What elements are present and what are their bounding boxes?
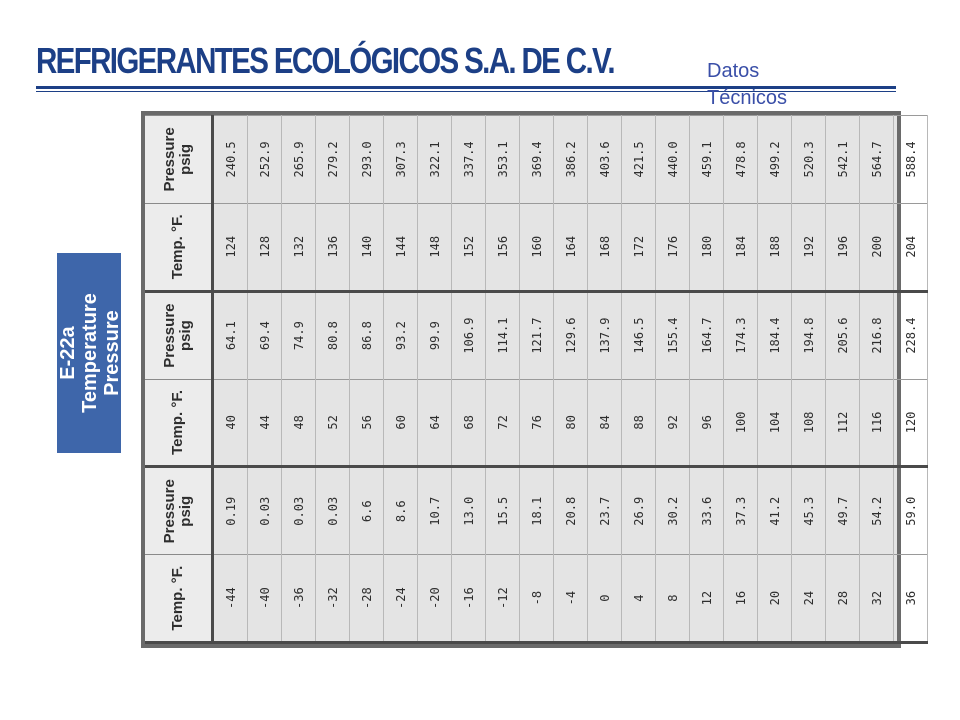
temperature-cell: 140 bbox=[350, 203, 384, 291]
pressure-cell: 216.8 bbox=[860, 291, 894, 379]
table-row bbox=[860, 116, 894, 643]
table-row bbox=[792, 116, 826, 643]
side-label-text bbox=[57, 253, 123, 453]
table-row bbox=[656, 116, 690, 643]
pressure-cell: 10.7 bbox=[418, 467, 452, 555]
header-pressure-1 bbox=[145, 467, 213, 555]
temperature-cell: 168 bbox=[588, 203, 622, 291]
temperature-cell: -28 bbox=[350, 555, 384, 643]
table-row bbox=[554, 116, 588, 643]
temperature-cell: 64 bbox=[418, 379, 452, 467]
temperature-cell: 48 bbox=[282, 379, 316, 467]
table-row bbox=[894, 116, 928, 643]
pressure-cell: 205.6 bbox=[826, 291, 860, 379]
pressure-cell: 0.19 bbox=[213, 467, 248, 555]
temperature-cell: 188 bbox=[758, 203, 792, 291]
temperature-cell: 16 bbox=[724, 555, 758, 643]
pressure-cell: 459.1 bbox=[690, 116, 724, 204]
pressure-table-scan bbox=[141, 111, 918, 648]
header-pressure-label: Pressure bbox=[161, 127, 178, 192]
pressure-cell: 30.2 bbox=[656, 467, 690, 555]
pressure-cell: 174.3 bbox=[724, 291, 758, 379]
temperature-cell: 100 bbox=[724, 379, 758, 467]
header-temp-3: Temp. °F. bbox=[145, 203, 213, 291]
temperature-cell: 108 bbox=[792, 379, 826, 467]
temperature-cell: 156 bbox=[486, 203, 520, 291]
table-row bbox=[520, 116, 554, 643]
pressure-cell: 80.8 bbox=[316, 291, 350, 379]
pressure-cell: 386.2 bbox=[554, 116, 588, 204]
pressure-cell: 64.1 bbox=[213, 291, 248, 379]
pressure-cell: 322.1 bbox=[418, 116, 452, 204]
header-temp-2: Temp. °F. bbox=[145, 379, 213, 467]
table-row bbox=[418, 116, 452, 643]
pressure-cell: 41.2 bbox=[758, 467, 792, 555]
pressure-cell: 129.6 bbox=[554, 291, 588, 379]
pressure-cell: 194.8 bbox=[792, 291, 826, 379]
temperature-cell: 80 bbox=[554, 379, 588, 467]
pressure-cell: 121.7 bbox=[520, 291, 554, 379]
pressure-cell: 307.3 bbox=[384, 116, 418, 204]
temperature-cell: 84 bbox=[588, 379, 622, 467]
temperature-cell: -32 bbox=[316, 555, 350, 643]
pressure-cell: 146.5 bbox=[622, 291, 656, 379]
temperature-cell: 36 bbox=[894, 555, 928, 643]
pressure-cell: 26.9 bbox=[622, 467, 656, 555]
header-pressure-unit: psig bbox=[177, 144, 194, 175]
table-row bbox=[588, 116, 622, 643]
temperature-cell: 52 bbox=[316, 379, 350, 467]
pressure-cell: 184.4 bbox=[758, 291, 792, 379]
temperature-cell: 12 bbox=[690, 555, 724, 643]
pressure-cell: 265.9 bbox=[282, 116, 316, 204]
pressure-cell: 137.9 bbox=[588, 291, 622, 379]
temperature-cell: 124 bbox=[213, 203, 248, 291]
temperature-cell: 128 bbox=[248, 203, 282, 291]
temperature-cell: 120 bbox=[894, 379, 928, 467]
temperature-cell: 92 bbox=[656, 379, 690, 467]
temperature-cell: 72 bbox=[486, 379, 520, 467]
pressure-cell: 15.5 bbox=[486, 467, 520, 555]
temperature-cell: 96 bbox=[690, 379, 724, 467]
temperature-cell: 56 bbox=[350, 379, 384, 467]
temperature-cell: 192 bbox=[792, 203, 826, 291]
pressure-cell: 240.5 bbox=[213, 116, 248, 204]
header-temp-1: Temp. °F. bbox=[145, 555, 213, 643]
pressure-cell: 542.1 bbox=[826, 116, 860, 204]
table-row bbox=[316, 116, 350, 643]
temperature-cell: -40 bbox=[248, 555, 282, 643]
pressure-cell: 252.9 bbox=[248, 116, 282, 204]
table-row bbox=[350, 116, 384, 643]
temperature-cell: 104 bbox=[758, 379, 792, 467]
pressure-cell: 588.4 bbox=[894, 116, 928, 204]
pressure-cell: 478.8 bbox=[724, 116, 758, 204]
pressure-cell: 69.4 bbox=[248, 291, 282, 379]
pressure-cell: 33.6 bbox=[690, 467, 724, 555]
temperature-cell: -16 bbox=[452, 555, 486, 643]
pressure-cell: 564.7 bbox=[860, 116, 894, 204]
pressure-table-panel bbox=[145, 115, 918, 644]
temperature-cell: 44 bbox=[248, 379, 282, 467]
temperature-cell: -24 bbox=[384, 555, 418, 643]
pressure-cell: 228.4 bbox=[894, 291, 928, 379]
temperature-cell: 196 bbox=[826, 203, 860, 291]
temperature-cell: 28 bbox=[826, 555, 860, 643]
table-row bbox=[724, 116, 758, 643]
temperature-cell: -44 bbox=[213, 555, 248, 643]
pressure-cell: 0.03 bbox=[282, 467, 316, 555]
temperature-cell: 144 bbox=[384, 203, 418, 291]
temperature-cell: -20 bbox=[418, 555, 452, 643]
temperature-cell: 136 bbox=[316, 203, 350, 291]
temperature-cell: 172 bbox=[622, 203, 656, 291]
pressure-cell: 99.9 bbox=[418, 291, 452, 379]
header-pressure-label: Pressure bbox=[161, 479, 178, 544]
pressure-cell: 279.2 bbox=[316, 116, 350, 204]
table-row bbox=[282, 116, 316, 643]
temperature-cell: 176 bbox=[656, 203, 690, 291]
temperature-cell: 60 bbox=[384, 379, 418, 467]
section-title: Datos Técnicos bbox=[707, 60, 788, 109]
pressure-table-rotated bbox=[145, 115, 918, 644]
temperature-cell: -4 bbox=[554, 555, 588, 643]
temperature-cell: 4 bbox=[622, 555, 656, 643]
pressure-cell: 403.6 bbox=[588, 116, 622, 204]
pressure-cell: 0.03 bbox=[248, 467, 282, 555]
header-pressure-2 bbox=[145, 291, 213, 379]
pressure-cell: 337.4 bbox=[452, 116, 486, 204]
temperature-cell: 152 bbox=[452, 203, 486, 291]
pressure-cell: 293.0 bbox=[350, 116, 384, 204]
pressure-cell: 93.2 bbox=[384, 291, 418, 379]
temperature-cell: 112 bbox=[826, 379, 860, 467]
pressure-temperature-table bbox=[145, 115, 928, 644]
temperature-cell: 116 bbox=[860, 379, 894, 467]
pressure-cell: 37.3 bbox=[724, 467, 758, 555]
temperature-cell: 0 bbox=[588, 555, 622, 643]
temperature-cell: 40 bbox=[213, 379, 248, 467]
table-row bbox=[248, 116, 282, 643]
pressure-cell: 20.8 bbox=[554, 467, 588, 555]
pressure-cell: 13.0 bbox=[452, 467, 486, 555]
pressure-cell: 18.1 bbox=[520, 467, 554, 555]
pressure-cell: 8.6 bbox=[384, 467, 418, 555]
pressure-cell: 164.7 bbox=[690, 291, 724, 379]
pressure-cell: 6.6 bbox=[350, 467, 384, 555]
temperature-cell: 68 bbox=[452, 379, 486, 467]
pressure-cell: 440.0 bbox=[656, 116, 690, 204]
temperature-cell: 200 bbox=[860, 203, 894, 291]
table-body bbox=[213, 116, 928, 643]
table-row bbox=[758, 116, 792, 643]
table-row bbox=[622, 116, 656, 643]
temperature-cell: 32 bbox=[860, 555, 894, 643]
pressure-cell: 520.3 bbox=[792, 116, 826, 204]
header-pressure-label: Pressure bbox=[161, 303, 178, 368]
temperature-cell: -36 bbox=[282, 555, 316, 643]
pressure-cell: 155.4 bbox=[656, 291, 690, 379]
header-pressure-unit: psig bbox=[177, 495, 194, 527]
pressure-cell: 59.0 bbox=[894, 467, 928, 555]
table-row bbox=[826, 116, 860, 643]
temperature-cell: -12 bbox=[486, 555, 520, 643]
pressure-cell: 0.03 bbox=[316, 467, 350, 555]
temperature-cell: 148 bbox=[418, 203, 452, 291]
temperature-cell: 76 bbox=[520, 379, 554, 467]
temperature-cell: 160 bbox=[520, 203, 554, 291]
temperature-cell: -8 bbox=[520, 555, 554, 643]
side-label-line2: Temperature Pressure bbox=[79, 293, 123, 413]
temperature-cell: 88 bbox=[622, 379, 656, 467]
table-row bbox=[452, 116, 486, 643]
side-label-line1: E-22a bbox=[57, 326, 79, 380]
header-pressure-unit: psig bbox=[177, 320, 194, 352]
pressure-cell: 74.9 bbox=[282, 291, 316, 379]
header-pressure-3 bbox=[145, 116, 213, 204]
table-row bbox=[384, 116, 418, 643]
table-row bbox=[690, 116, 724, 643]
pressure-cell: 86.8 bbox=[350, 291, 384, 379]
temperature-cell: 132 bbox=[282, 203, 316, 291]
temperature-cell: 164 bbox=[554, 203, 588, 291]
pressure-cell: 114.1 bbox=[486, 291, 520, 379]
pressure-cell: 49.7 bbox=[826, 467, 860, 555]
pressure-cell: 54.2 bbox=[860, 467, 894, 555]
pressure-cell: 369.4 bbox=[520, 116, 554, 204]
table-header-row bbox=[145, 116, 213, 643]
side-label-box bbox=[57, 253, 121, 453]
table-row bbox=[486, 116, 520, 643]
temperature-cell: 180 bbox=[690, 203, 724, 291]
temperature-cell: 184 bbox=[724, 203, 758, 291]
pressure-cell: 499.2 bbox=[758, 116, 792, 204]
pressure-cell: 45.3 bbox=[792, 467, 826, 555]
temperature-cell: 8 bbox=[656, 555, 690, 643]
company-title: REFRIGERANTES ECOLÓGICOS S.A. DE C.V. bbox=[36, 40, 614, 81]
pressure-cell: 353.1 bbox=[486, 116, 520, 204]
temperature-cell: 24 bbox=[792, 555, 826, 643]
table-row bbox=[213, 116, 248, 643]
temperature-cell: 20 bbox=[758, 555, 792, 643]
pressure-cell: 106.9 bbox=[452, 291, 486, 379]
temperature-cell: 204 bbox=[894, 203, 928, 291]
pressure-cell: 23.7 bbox=[588, 467, 622, 555]
pressure-cell: 421.5 bbox=[622, 116, 656, 204]
